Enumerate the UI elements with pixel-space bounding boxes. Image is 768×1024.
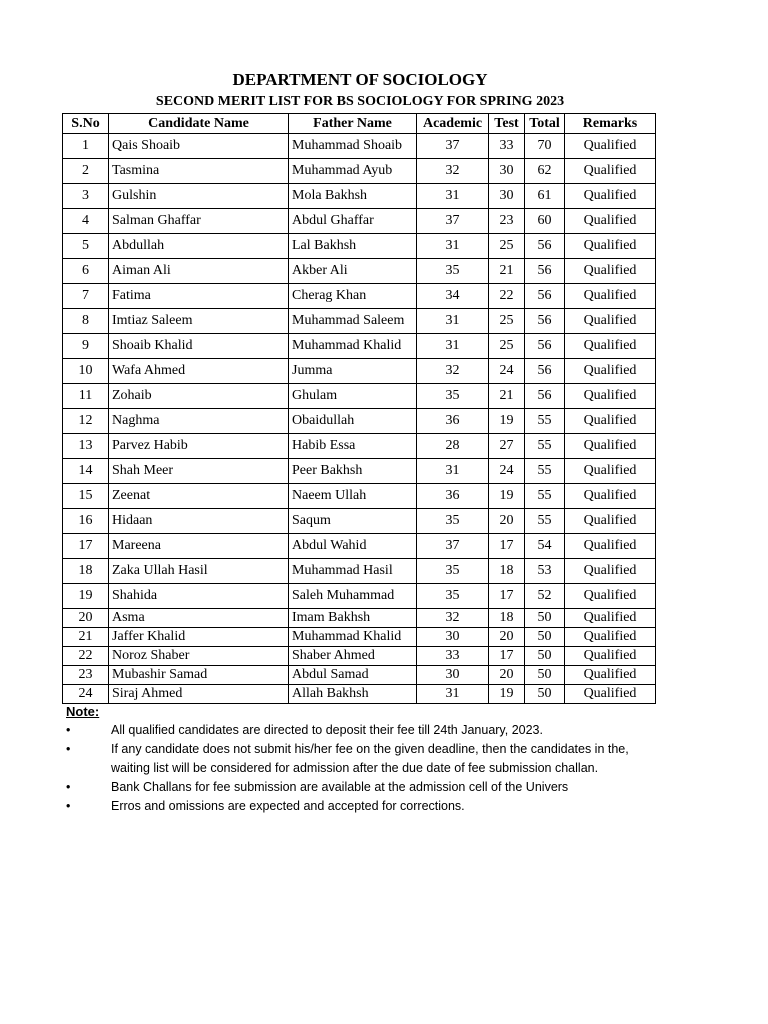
cell-total: 56 (525, 309, 565, 334)
cell-total: 61 (525, 184, 565, 209)
column-header-candidate-name: Candidate Name (109, 114, 289, 134)
cell-candidate-name: Zaka Ullah Hasil (109, 559, 289, 584)
cell-candidate-name: Shah Meer (109, 459, 289, 484)
cell-remarks: Qualified (565, 409, 656, 434)
cell-total: 50 (525, 666, 565, 685)
table-row (63, 534, 656, 559)
cell-sno: 16 (63, 509, 109, 534)
cell-test: 30 (489, 159, 525, 184)
note-text: If any candidate does not submit his/her fee on the given deadline, then the candidates in the, (111, 742, 629, 756)
table-row (63, 609, 656, 628)
cell-remarks: Qualified (565, 609, 656, 628)
cell-sno: 7 (63, 284, 109, 309)
cell-academic: 31 (417, 234, 489, 259)
cell-academic: 37 (417, 534, 489, 559)
cell-candidate-name: Wafa Ahmed (109, 359, 289, 384)
cell-candidate-name: Gulshin (109, 184, 289, 209)
cell-candidate-name: Imtiaz Saleem (109, 309, 289, 334)
cell-test: 33 (489, 134, 525, 159)
cell-total: 56 (525, 234, 565, 259)
cell-total: 54 (525, 534, 565, 559)
cell-test: 21 (489, 259, 525, 284)
cell-remarks: Qualified (565, 359, 656, 384)
cell-total: 55 (525, 484, 565, 509)
cell-academic: 35 (417, 384, 489, 409)
cell-remarks: Qualified (565, 628, 656, 647)
merit-list-table (62, 113, 656, 704)
cell-sno: 10 (63, 359, 109, 384)
cell-candidate-name: Zohaib (109, 384, 289, 409)
cell-test: 17 (489, 584, 525, 609)
cell-test: 20 (489, 628, 525, 647)
cell-remarks: Qualified (565, 334, 656, 359)
cell-remarks: Qualified (565, 534, 656, 559)
note-item (66, 797, 691, 816)
cell-academic: 37 (417, 134, 489, 159)
cell-academic: 34 (417, 284, 489, 309)
cell-academic: 36 (417, 484, 489, 509)
note-list (66, 721, 691, 816)
cell-test: 20 (489, 666, 525, 685)
cell-academic: 33 (417, 647, 489, 666)
cell-remarks: Qualified (565, 184, 656, 209)
cell-academic: 30 (417, 628, 489, 647)
cell-academic: 30 (417, 666, 489, 685)
cell-total: 56 (525, 384, 565, 409)
table-row (63, 509, 656, 534)
table-row (63, 666, 656, 685)
cell-total: 62 (525, 159, 565, 184)
cell-father-name: Naeem Ullah (289, 484, 417, 509)
column-header-test: Test (489, 114, 525, 134)
cell-total: 55 (525, 509, 565, 534)
cell-test: 24 (489, 359, 525, 384)
cell-sno: 11 (63, 384, 109, 409)
cell-sno: 12 (63, 409, 109, 434)
cell-remarks: Qualified (565, 459, 656, 484)
note-text: Erros and omissions are expected and accepted for corrections. (111, 799, 465, 813)
cell-total: 55 (525, 434, 565, 459)
table-row (63, 184, 656, 209)
cell-academic: 35 (417, 584, 489, 609)
table-row (63, 559, 656, 584)
table-row (63, 334, 656, 359)
table-row (63, 259, 656, 284)
cell-academic: 31 (417, 334, 489, 359)
cell-academic: 36 (417, 409, 489, 434)
table-row (63, 234, 656, 259)
cell-candidate-name: Siraj Ahmed (109, 685, 289, 704)
cell-remarks: Qualified (565, 284, 656, 309)
page-title: DEPARTMENT OF SOCIOLOGY (232, 70, 488, 89)
cell-remarks: Qualified (565, 259, 656, 284)
cell-candidate-name: Asma (109, 609, 289, 628)
table-row (63, 584, 656, 609)
cell-test: 21 (489, 384, 525, 409)
cell-academic: 37 (417, 209, 489, 234)
cell-father-name: Lal Bakhsh (289, 234, 417, 259)
note-text: Bank Challans for fee submission are available at the admission cell of the Univers (111, 780, 569, 794)
cell-sno: 22 (63, 647, 109, 666)
cell-test: 18 (489, 609, 525, 628)
cell-sno: 2 (63, 159, 109, 184)
cell-test: 19 (489, 409, 525, 434)
cell-test: 25 (489, 334, 525, 359)
cell-sno: 24 (63, 685, 109, 704)
cell-total: 50 (525, 685, 565, 704)
cell-test: 20 (489, 509, 525, 534)
cell-sno: 5 (63, 234, 109, 259)
cell-total: 70 (525, 134, 565, 159)
cell-academic: 31 (417, 184, 489, 209)
table-row (63, 359, 656, 384)
cell-sno: 20 (63, 609, 109, 628)
cell-sno: 9 (63, 334, 109, 359)
cell-sno: 4 (63, 209, 109, 234)
cell-remarks: Qualified (565, 484, 656, 509)
cell-father-name: Ghulam (289, 384, 417, 409)
cell-candidate-name: Qais Shoaib (109, 134, 289, 159)
cell-remarks: Qualified (565, 384, 656, 409)
cell-remarks: Qualified (565, 647, 656, 666)
table-body (63, 134, 656, 704)
cell-remarks: Qualified (565, 309, 656, 334)
table-row (63, 647, 656, 666)
note-item (66, 740, 691, 759)
cell-total: 60 (525, 209, 565, 234)
note-item-continuation (66, 759, 691, 778)
cell-academic: 32 (417, 359, 489, 384)
cell-father-name: Muhammad Khalid (289, 334, 417, 359)
cell-test: 23 (489, 209, 525, 234)
cell-father-name: Abdul Ghaffar (289, 209, 417, 234)
cell-sno: 18 (63, 559, 109, 584)
cell-academic: 35 (417, 559, 489, 584)
cell-test: 17 (489, 647, 525, 666)
cell-remarks: Qualified (565, 509, 656, 534)
cell-candidate-name: Zeenat (109, 484, 289, 509)
table-row (63, 384, 656, 409)
cell-total: 56 (525, 259, 565, 284)
cell-candidate-name: Naghma (109, 409, 289, 434)
cell-candidate-name: Parvez Habib (109, 434, 289, 459)
cell-test: 19 (489, 484, 525, 509)
note-section (66, 704, 691, 816)
column-header-father-name: Father Name (289, 114, 417, 134)
bullet-icon: • (66, 742, 71, 756)
cell-candidate-name: Salman Ghaffar (109, 209, 289, 234)
cell-total: 50 (525, 628, 565, 647)
cell-candidate-name: Noroz Shaber (109, 647, 289, 666)
cell-father-name: Jumma (289, 359, 417, 384)
cell-total: 53 (525, 559, 565, 584)
cell-father-name: Abdul Samad (289, 666, 417, 685)
cell-academic: 28 (417, 434, 489, 459)
note-text: waiting list will be considered for admission after the due date of fee submission challan. (111, 761, 599, 775)
cell-father-name: Obaidullah (289, 409, 417, 434)
note-item (66, 778, 691, 797)
column-header-academic: Academic (417, 114, 489, 134)
cell-father-name: Saqum (289, 509, 417, 534)
cell-sno: 14 (63, 459, 109, 484)
cell-sno: 15 (63, 484, 109, 509)
cell-test: 22 (489, 284, 525, 309)
cell-test: 27 (489, 434, 525, 459)
cell-sno: 8 (63, 309, 109, 334)
cell-test: 30 (489, 184, 525, 209)
note-item (66, 721, 691, 740)
cell-father-name: Cherag Khan (289, 284, 417, 309)
cell-remarks: Qualified (565, 559, 656, 584)
cell-father-name: Akber Ali (289, 259, 417, 284)
cell-sno: 19 (63, 584, 109, 609)
cell-father-name: Muhammad Saleem (289, 309, 417, 334)
cell-test: 25 (489, 309, 525, 334)
cell-remarks: Qualified (565, 209, 656, 234)
cell-remarks: Qualified (565, 685, 656, 704)
cell-father-name: Saleh Muhammad (289, 584, 417, 609)
table-row (63, 134, 656, 159)
page-subtitle: SECOND MERIT LIST FOR BS SOCIOLOGY FOR SPRING 2023 (155, 94, 565, 109)
cell-total: 55 (525, 409, 565, 434)
table-row (63, 159, 656, 184)
cell-remarks: Qualified (565, 584, 656, 609)
table-row (63, 685, 656, 704)
cell-remarks: Qualified (565, 234, 656, 259)
table-row (63, 459, 656, 484)
cell-father-name: Peer Bakhsh (289, 459, 417, 484)
cell-remarks: Qualified (565, 134, 656, 159)
cell-father-name: Imam Bakhsh (289, 609, 417, 628)
cell-total: 56 (525, 359, 565, 384)
cell-total: 56 (525, 334, 565, 359)
table-row (63, 434, 656, 459)
cell-father-name: Muhammad Ayub (289, 159, 417, 184)
cell-test: 18 (489, 559, 525, 584)
cell-candidate-name: Mubashir Samad (109, 666, 289, 685)
cell-academic: 32 (417, 609, 489, 628)
cell-sno: 1 (63, 134, 109, 159)
column-header-remarks: Remarks (565, 114, 656, 134)
column-header-total: Total (525, 114, 565, 134)
cell-remarks: Qualified (565, 159, 656, 184)
cell-total: 55 (525, 459, 565, 484)
cell-sno: 3 (63, 184, 109, 209)
cell-father-name: Shaber Ahmed (289, 647, 417, 666)
cell-academic: 35 (417, 509, 489, 534)
bullet-icon: • (66, 723, 71, 737)
bullet-icon: • (66, 799, 71, 813)
cell-academic: 35 (417, 259, 489, 284)
cell-candidate-name: Tasmina (109, 159, 289, 184)
cell-academic: 31 (417, 459, 489, 484)
cell-candidate-name: Abdullah (109, 234, 289, 259)
cell-father-name: Muhammad Khalid (289, 628, 417, 647)
cell-candidate-name: Aiman Ali (109, 259, 289, 284)
table-row (63, 628, 656, 647)
cell-father-name: Muhammad Shoaib (289, 134, 417, 159)
table-row (63, 484, 656, 509)
cell-test: 24 (489, 459, 525, 484)
cell-academic: 31 (417, 309, 489, 334)
cell-academic: 32 (417, 159, 489, 184)
cell-father-name: Abdul Wahid (289, 534, 417, 559)
cell-total: 50 (525, 609, 565, 628)
cell-total: 56 (525, 284, 565, 309)
cell-father-name: Mola Bakhsh (289, 184, 417, 209)
cell-father-name: Muhammad Hasil (289, 559, 417, 584)
cell-candidate-name: Mareena (109, 534, 289, 559)
table-row (63, 209, 656, 234)
cell-sno: 23 (63, 666, 109, 685)
note-text: All qualified candidates are directed to deposit their fee till 24th January, 2023. (111, 723, 543, 737)
cell-total: 52 (525, 584, 565, 609)
cell-candidate-name: Jaffer Khalid (109, 628, 289, 647)
cell-test: 17 (489, 534, 525, 559)
cell-remarks: Qualified (565, 434, 656, 459)
table-row (63, 284, 656, 309)
cell-father-name: Allah Bakhsh (289, 685, 417, 704)
table-row (63, 309, 656, 334)
cell-sno: 6 (63, 259, 109, 284)
table-row (63, 409, 656, 434)
cell-candidate-name: Hidaan (109, 509, 289, 534)
column-header-sno: S.No (63, 114, 109, 134)
cell-candidate-name: Fatima (109, 284, 289, 309)
cell-remarks: Qualified (565, 666, 656, 685)
cell-father-name: Habib Essa (289, 434, 417, 459)
cell-sno: 17 (63, 534, 109, 559)
cell-academic: 31 (417, 685, 489, 704)
cell-candidate-name: Shahida (109, 584, 289, 609)
cell-sno: 13 (63, 434, 109, 459)
cell-candidate-name: Shoaib Khalid (109, 334, 289, 359)
bullet-icon: • (66, 780, 71, 794)
cell-sno: 21 (63, 628, 109, 647)
table-header-row (63, 114, 656, 134)
cell-total: 50 (525, 647, 565, 666)
cell-test: 19 (489, 685, 525, 704)
note-heading: Note: (66, 704, 100, 719)
cell-test: 25 (489, 234, 525, 259)
